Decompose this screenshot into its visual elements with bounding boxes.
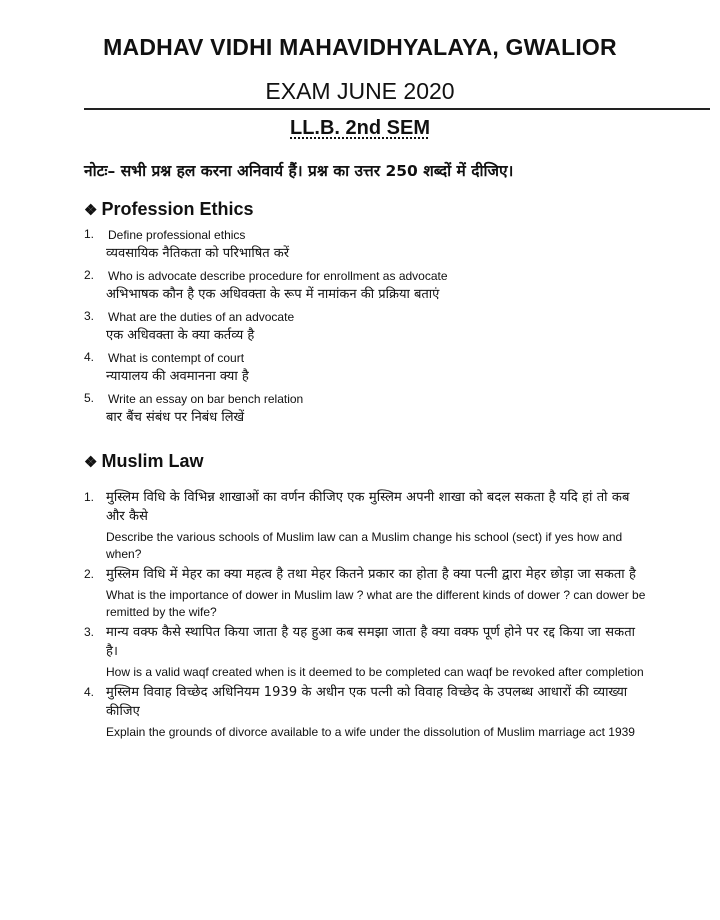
institution-title: MADHAV VIDHI MAHAVIDHYALAYA, GWALIOR — [103, 34, 617, 60]
question-hindi: मुस्लिम विधि के विभिन्न शाखाओं का वर्णन कीजिए एक मुस्लिम अपनी शाखा को बदल सकता है यदि हां तो कब और कैसे — [106, 490, 630, 524]
question-hindi: न्यायालय की अवमानना क्या है — [106, 369, 249, 384]
list-item — [84, 391, 644, 432]
diamond-bullet-icon: ❖ — [84, 202, 98, 219]
question-english: What are the duties of an advocate — [108, 310, 295, 324]
header-divider — [84, 108, 710, 110]
question-english: Explain the grounds of divorce available to a wife under the dissolution of Muslim marriage act 1939 — [106, 725, 635, 739]
question-hindi: मान्य वक्फ कैसे स्थापित किया जाता है यह हुआ कब समझा जाता है क्या वक्फ पूर्ण होने पर रद्द किया जा सकता है। — [106, 625, 636, 659]
list-item — [84, 683, 650, 741]
question-english: Write an essay on bar bench relation — [108, 392, 304, 406]
question-english: How is a valid waqf created when is it deemed to be completed can waqf be revoked after completion — [106, 665, 644, 679]
question-english: What is the importance of dower in Muslim law ? what are the different kinds of dower ? can dower be remitted by the wife? — [106, 588, 646, 619]
question-hindi: मुस्लिम विधि में मेहर का क्या महत्व है तथा मेहर कितने प्रकार का होता है क्या पत्नी द्वारा मेहर छोड़ा जा सकता है — [106, 567, 637, 582]
course-title — [0, 117, 720, 140]
list-item — [84, 488, 650, 563]
question-number: 1. — [84, 227, 95, 241]
list-item — [84, 309, 644, 350]
question-hindi: बार बैंच संबंध पर निबंध लिखें — [106, 410, 245, 425]
section-title: Profession Ethics — [101, 199, 254, 219]
question-english: Define professional ethics — [108, 228, 246, 242]
question-english: What is contempt of court — [108, 351, 245, 365]
question-number: 5. — [84, 391, 95, 405]
question-english: Describe the various schools of Muslim law can a Muslim change his school (sect) if yes how and when? — [106, 530, 623, 561]
list-item — [84, 565, 650, 621]
question-hindi: मुस्लिम विवाह विच्छेद अधिनियम 1939 के अधीन एक पत्नी को विवाह विच्छेद के उपलब्ध आधारों की व्याख्या कीजिए — [106, 685, 628, 719]
list-item — [84, 350, 644, 391]
question-hindi: अभिभाषक कौन है एक अधिवक्ता के रूप में नामांकन की प्रक्रिया बताएं — [106, 287, 440, 302]
muslim-law-questions — [84, 488, 650, 743]
question-english: Who is advocate describe procedure for enrollment as advocate — [108, 269, 448, 283]
exam-title: EXAM JUNE 2020 — [265, 78, 455, 104]
profession-ethics-questions — [84, 227, 644, 432]
list-item — [84, 268, 644, 309]
question-hindi: एक अधिवक्ता के क्या कर्तव्य है — [106, 328, 255, 343]
instruction-note: नोटः– सभी प्रश्न हल करना अनिवार्य हैं। प्रश्न का उत्तर 250 शब्दों में दीजिए। — [84, 162, 514, 180]
question-number: 1. — [84, 490, 95, 504]
question-number: 4. — [84, 350, 95, 364]
question-number: 3. — [84, 625, 95, 639]
diamond-bullet-icon: ❖ — [84, 454, 98, 471]
section-heading-profession-ethics — [84, 199, 254, 220]
section-heading-muslim-law — [84, 451, 203, 472]
section-title: Muslim Law — [101, 451, 204, 471]
question-number: 4. — [84, 685, 95, 699]
list-item — [84, 623, 650, 681]
question-number: 2. — [84, 268, 95, 282]
question-number: 3. — [84, 309, 95, 323]
question-number: 2. — [84, 567, 95, 581]
course-label: LL.B. 2nd SEM — [290, 117, 430, 139]
question-hindi: व्यवसायिक नैतिकता को परिभाषित करें — [106, 246, 290, 261]
list-item — [84, 227, 644, 268]
